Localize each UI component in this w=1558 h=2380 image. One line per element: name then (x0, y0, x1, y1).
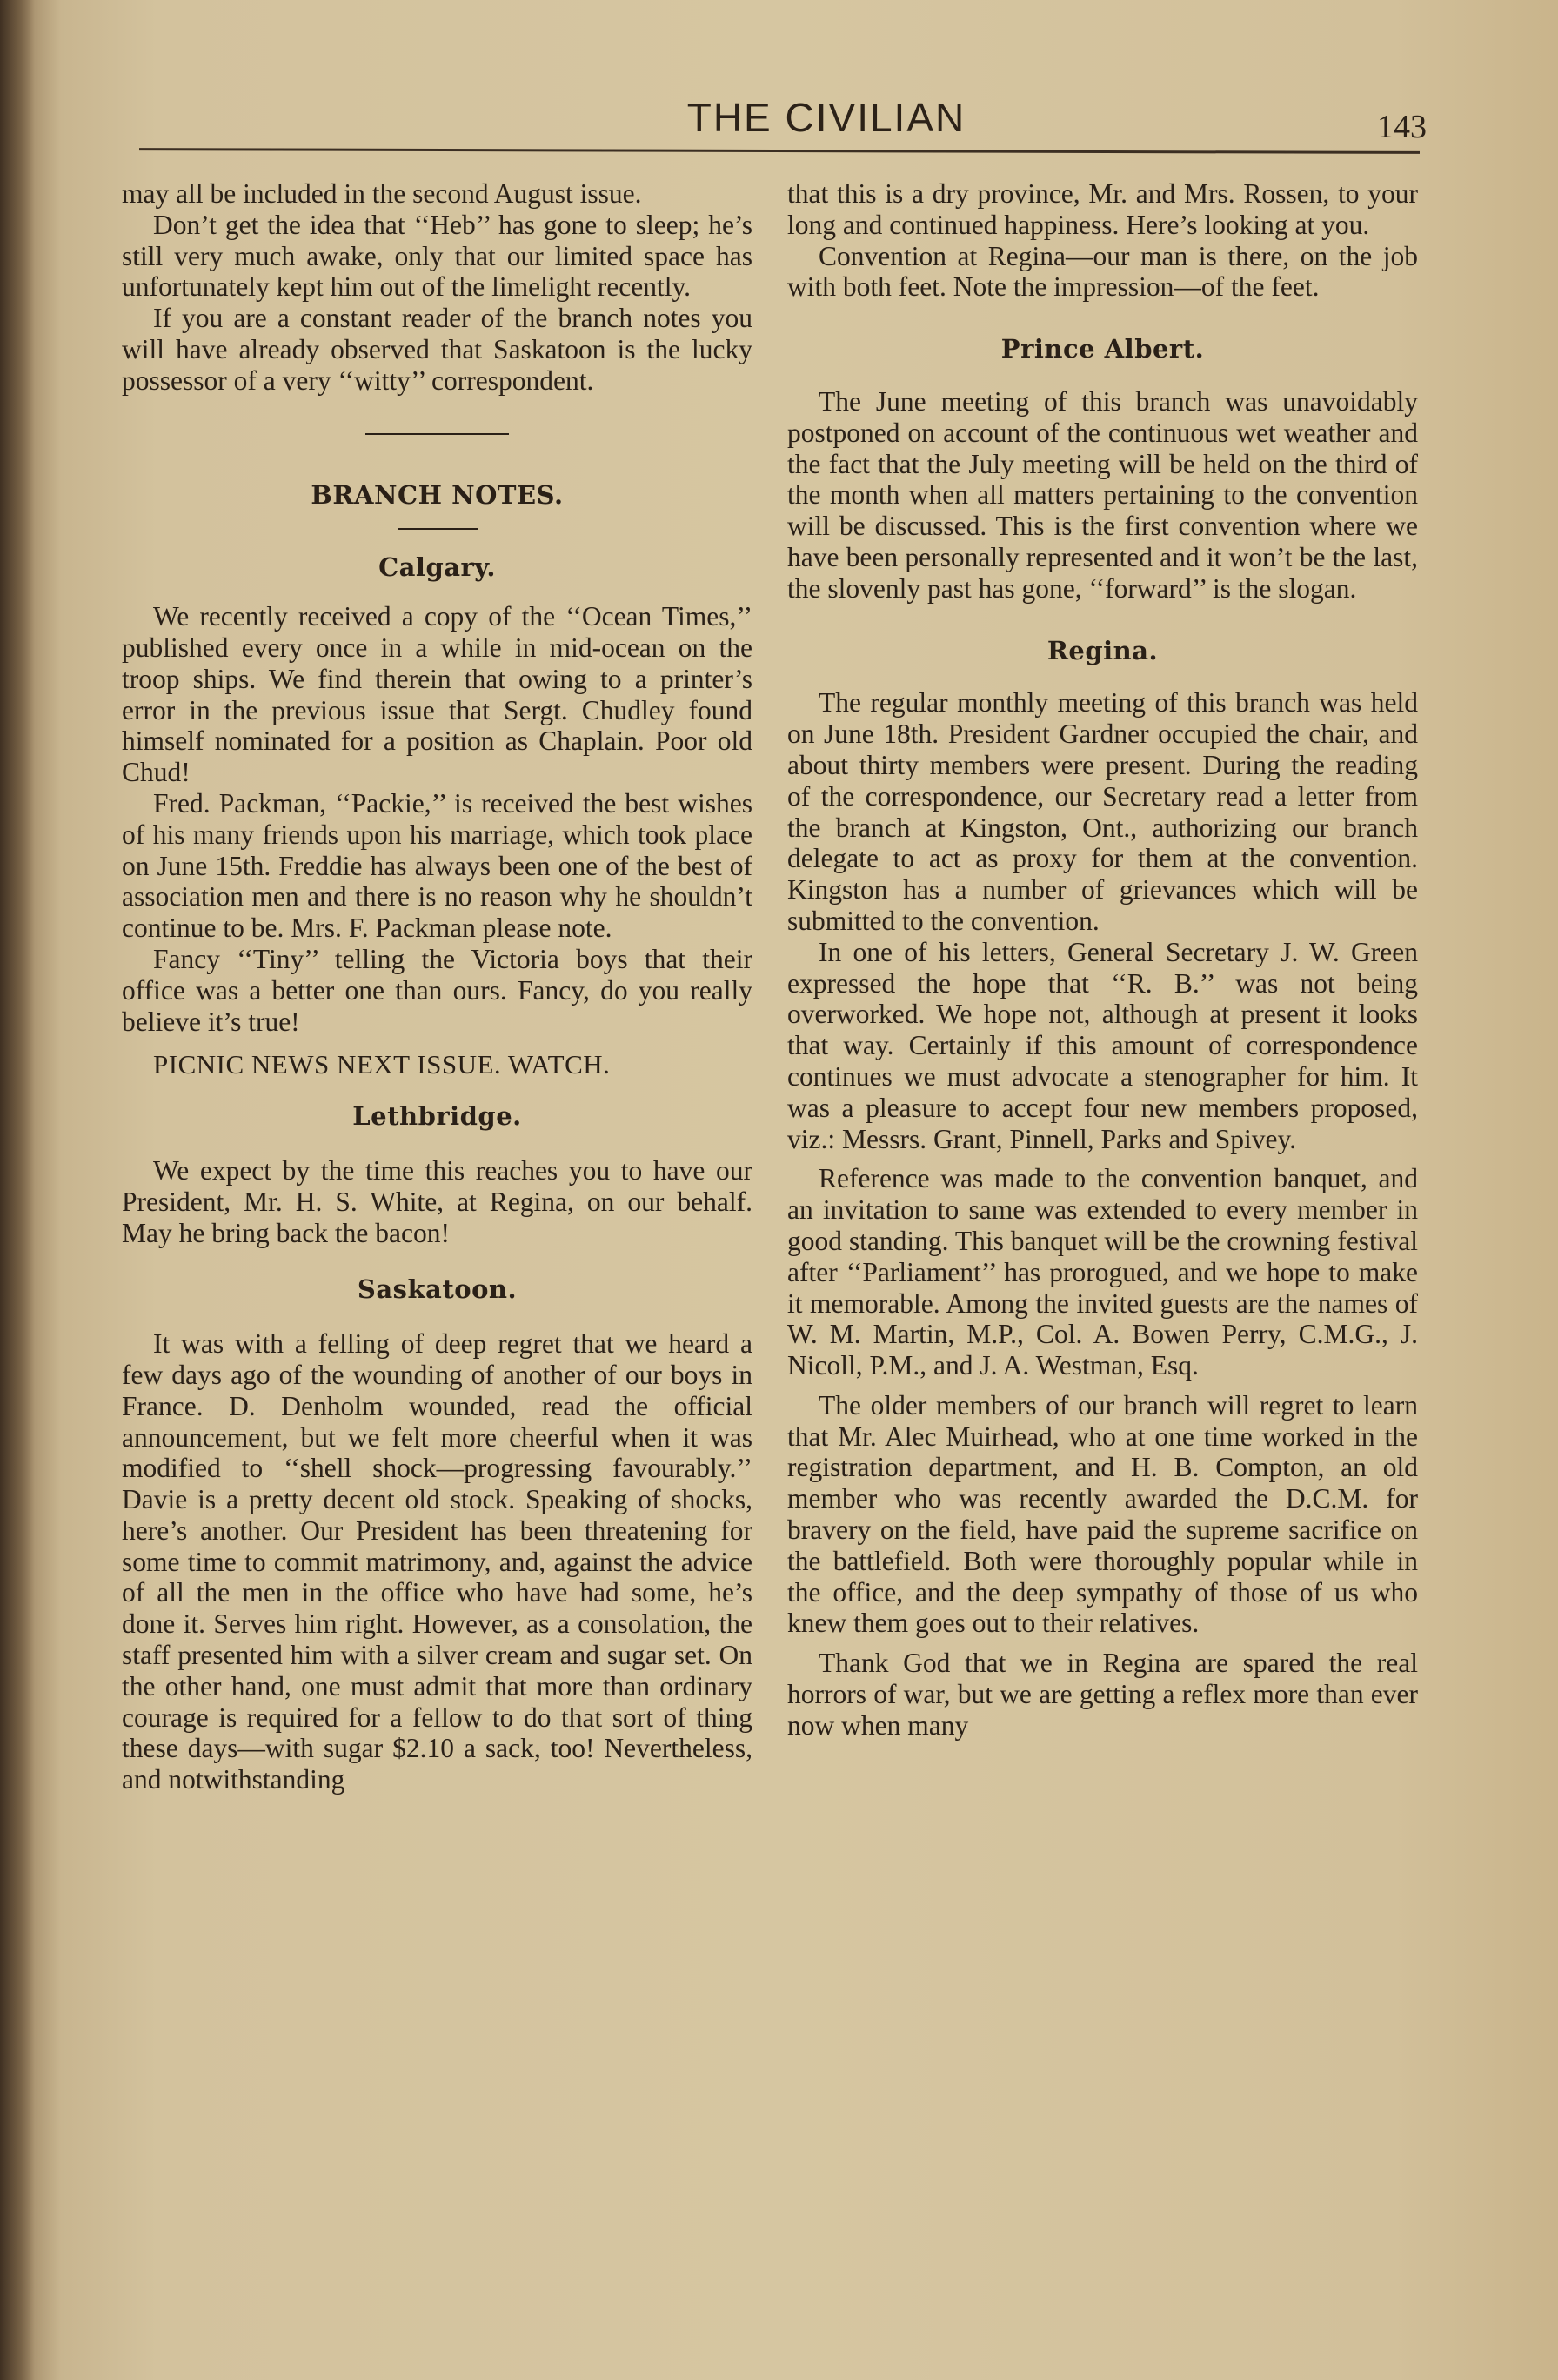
paragraph: It was with a felling of deep regret that we heard a few days ago of the wounding of another of our boys in France. D. Denholm wounded, read the official announcement, but we felt more cheerful when it was modified to ‘‘shell shock—progressing favourably.’’ Davie is a pretty decent old stock. Speaking of shocks, here’s another. Our President has been threatening for some time to commit matrimony, and, against the advice of all the men in the office who have had some, he’s done it. Serves him right. However, as a consolation, the staff presented him with a silver cream and sugar set. On the other hand, one must admit that more than ordinary courage is required for a fellow to do that sort of thing these days—with sugar $2.10 a sack, too! Nevertheless, and notwithstanding (122, 1328, 752, 1795)
paragraph: Reference was made to the convention banquet, and an invitation to same was extended to every member in good standing. This banquet will be the crowning festival after ‘‘Parliament’’ has prorogued, and we hope to make it memorable. Among the invited guests are the names of W. M. Martin, M.P., Col. A. Bowen Perry, C.M.G., J. Nicoll, P.M., and J. A. Westman, Esq. (787, 1163, 1418, 1381)
paragraph: may all be included in the second August issue. (122, 178, 642, 209)
branch-heading-prince-albert: Prince Albert. (1000, 334, 1205, 364)
paragraph: Don’t get the idea that ‘‘Heb’’ has gone to sleep; he’s still very much awake, only that our limited space has unfortunately kept him out of the limelight recently. (122, 209, 752, 303)
branch-heading-saskatoon: Saskatoon. (357, 1274, 518, 1305)
branch-heading-regina: Regina. (1046, 635, 1159, 665)
paragraph: that this is a dry province, Mr. and Mrs. Rossen, to your long and continued happiness. Here’s looking at you. (787, 178, 1418, 240)
paragraph: The older members of our branch will regret to learn that Mr. Alec Muirhead, who at one time worked in the registration department, and H. B. Compton, an old member who was recently awarded the D.C.M. for bravery on the field, have paid the supreme sacrifice on the battlefield. Both were thoroughly popular while in the office, and the deep sympathy of those of us who knew them goes out to their relatives. (787, 1389, 1418, 1639)
right-column (787, 178, 1418, 1742)
paragraph: In one of his letters, General Secretary J. W. Green expressed the hope that ‘‘R. B.’’ was not being overworked. We hope not, although at present it looks that way. Certainly if this amount of correspondence continues we must advocate a stenographer for him. It was a pleasure to accept four new members proposed, viz.: Messrs. Grant, Pinnell, Parks and Spivey. (787, 936, 1418, 1154)
section-heading-branch-notes: BRANCH NOTES. (311, 479, 564, 510)
page-number: 143 (1377, 109, 1427, 145)
paragraph: Thank God that we in Regina are spared the real horrors of war, but we are getting a reflex more than ever now when many (787, 1648, 1418, 1741)
paragraph: The June meeting of this branch was unavoidably postponed on account of the continuous wet weather and the fact that the July meeting will be held on the third of the month when all matters pertaining to the convention will be discussed. This is the first convention where we have been personally represented and it won’t be the last, the slovenly past has gone, ‘‘forward’’ is the slogan. (787, 385, 1418, 604)
header-rule (139, 148, 1420, 154)
section-divider (365, 433, 509, 435)
left-column (122, 178, 752, 1795)
branch-heading-lethbridge: Lethbridge. (352, 1101, 522, 1132)
picnic-notice: PICNIC NEWS NEXT ISSUE. WATCH. (153, 1049, 611, 1080)
heading-divider (398, 528, 478, 530)
paragraph: Fred. Packman, ‘‘Packie,’’ is received the best wishes of his many friends upon his marriage, which took place on June 15th. Freddie has always been one of the best of association men and there is no reason why he shouldn’t continue to be. Mrs. F. Packman please note. (122, 787, 752, 944)
paragraph: We recently received a copy of the ‘‘Ocean Times,’’ published every once in a while in mid-ocean on the troop ships. We find therein that owing to a printer’s error in the previous issue that Sergt. Chudley found himself nominated for a position as Chaplain. Poor old Chud! (122, 601, 752, 788)
paragraph: We expect by the time this reaches you to have our President, Mr. H. S. White, at Regina, on our behalf. May he bring back the bacon! (122, 1154, 752, 1248)
book-spine-shadow (0, 0, 35, 2380)
paragraph: Convention at Regina—our man is there, on the job with both feet. Note the impression—of the feet. (787, 240, 1418, 303)
paragraph: If you are a constant reader of the branch notes you will have already observed that Saskatoon is the lucky possessor of a very ‘‘witty’’ correspondent. (122, 303, 752, 396)
paragraph: Fancy ‘‘Tiny’’ telling the Victoria boys that their office was a better one than ours. Fancy, do you really believe it’s true! (122, 943, 752, 1037)
running-head-title: THE CIVILIAN (686, 95, 966, 140)
paragraph: The regular monthly meeting of this branch was held on June 18th. President Gardner occupied the chair, and about thirty members were present. During the reading of the correspondence, our Secretary read a letter from the branch at Kingston, Ont., authorizing our branch delegate to act as proxy for them at the convention. Kingston has a number of grievances which will be submitted to the convention. (787, 687, 1418, 936)
branch-heading-calgary: Calgary. (378, 552, 496, 583)
